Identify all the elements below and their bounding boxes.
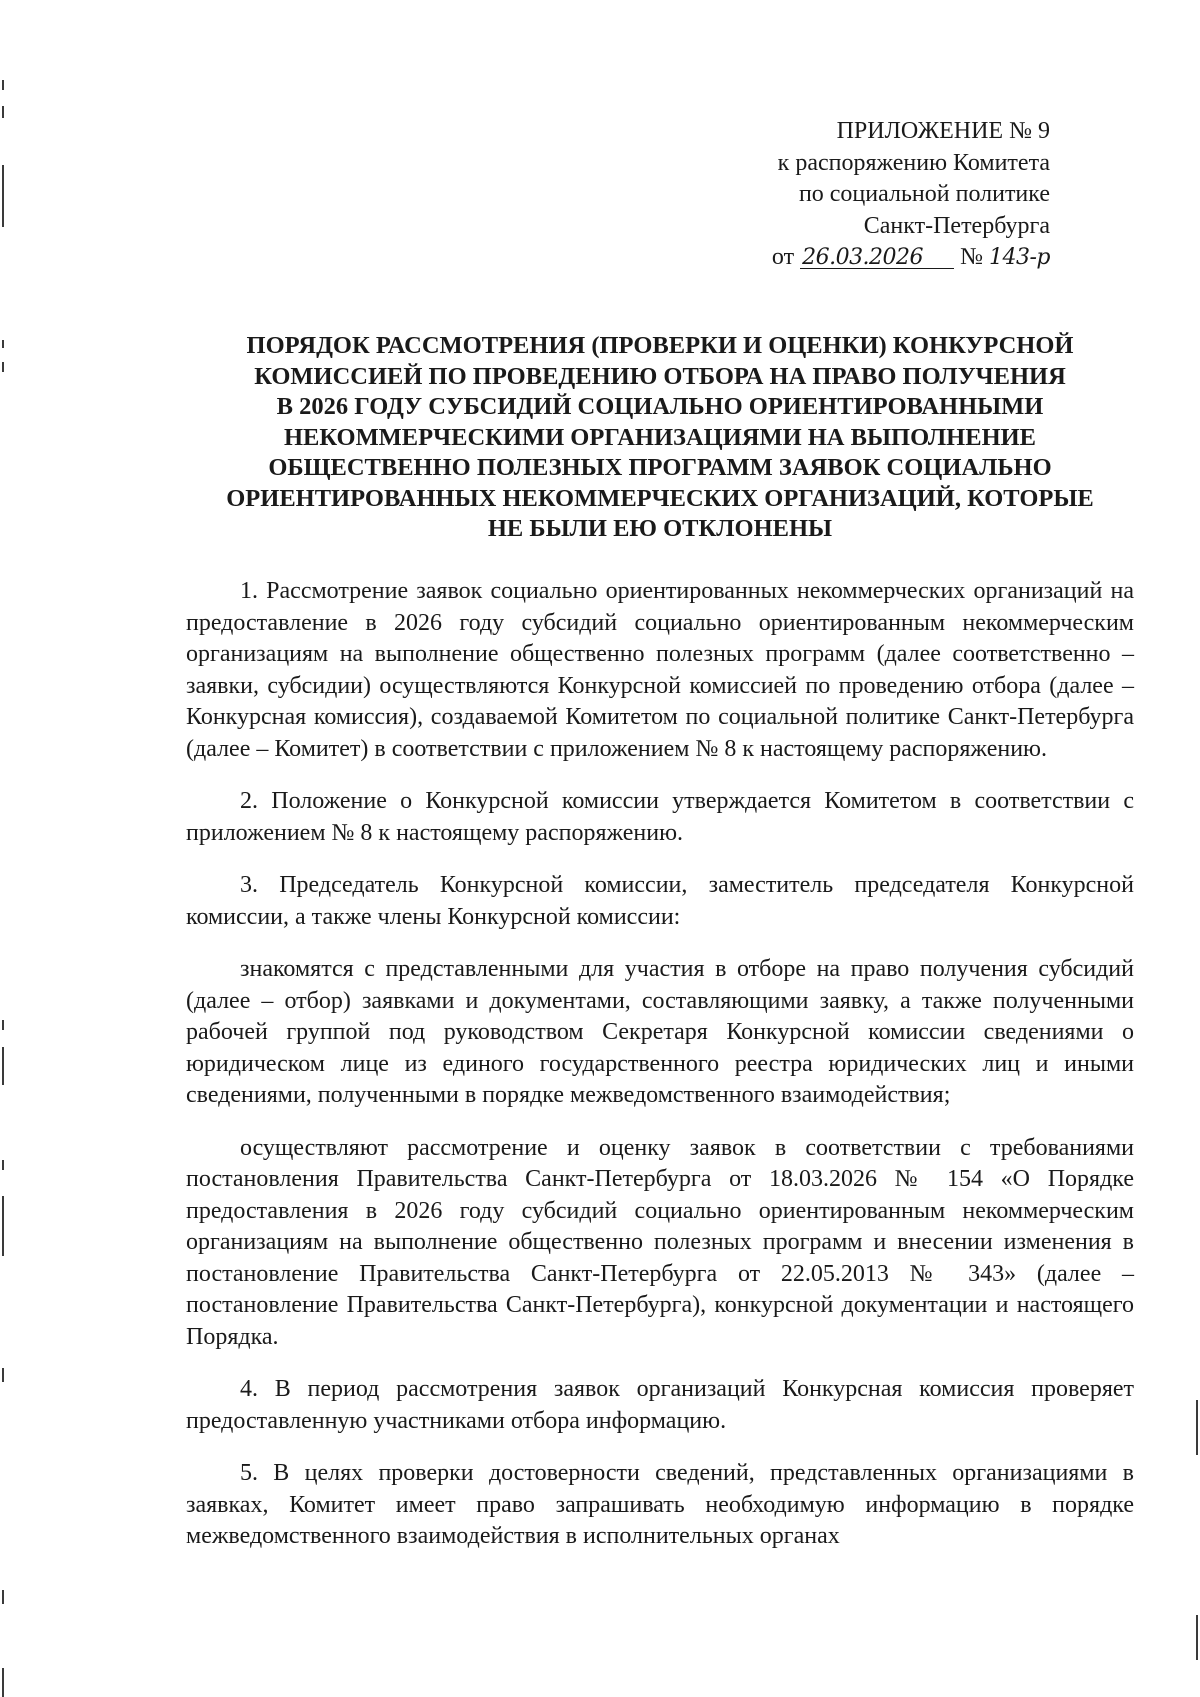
scan-edge-mark: [2, 80, 4, 90]
scan-edge-mark: [1196, 1615, 1198, 1660]
body-paragraph: 5. В целях проверки достоверности сведений, представленных организациями в заявках, Комитет имеет право запрашивать необходимую информацию в порядке межведомственного взаимодействия в исполнительных органах: [186, 1460, 1134, 1549]
body-paragraph: 4. В период рассмотрения заявок организаций Конкурсная комиссия проверяет предоставленную участниками отбора информацию.: [186, 1376, 1134, 1434]
appendix-header: [772, 116, 1050, 274]
title-line: ОРИЕНТИРОВАННЫХ НЕКОММЕРЧЕСКИХ ОРГАНИЗАЦИЙ, КОТОРЫЕ: [226, 484, 1094, 512]
date-prefix: от: [771, 244, 795, 270]
scan-edge-mark: [2, 1368, 4, 1382]
scan-edge-mark: [2, 1160, 4, 1170]
scan-edge-mark: [2, 1020, 4, 1030]
handwritten-number: 143-р: [988, 245, 1050, 270]
body-paragraph: 2. Положение о Конкурсной комиссии утверждается Комитетом в соответствии с приложением № 8 к настоящему распоряжению.: [186, 788, 1134, 846]
scan-edge-mark: [2, 362, 4, 372]
scan-edge-mark: [2, 106, 4, 118]
title-line: НЕКОММЕРЧЕСКИМИ ОРГАНИЗАЦИЯМИ НА ВЫПОЛНЕНИЕ: [283, 423, 1037, 451]
scan-edge-mark: [2, 1590, 4, 1604]
scan-edge-mark: [2, 165, 4, 227]
scan-edge-mark: [2, 340, 4, 348]
document-title: [180, 331, 1140, 545]
title-line: НЕ БЫЛИ ЕЮ ОТКЛОНЕНЫ: [487, 515, 833, 542]
scan-edge-mark: [2, 1668, 4, 1697]
appendix-line-city: Санкт-Петербурга: [863, 212, 1050, 239]
body-paragraph: осуществляют рассмотрение и оценку заявок в соответствии с требованиями постановления Правительства Санкт-Петербурга от 18.03.2026 № 154 «О Порядке предоставления в 2026 году субсидий социально ориентированным некоммерческим организациям на выполнение общественно полезных программ и внесении изменения в постановление Правительства Санкт-Петербурга от 22.05.2013 № 343» (далее – постановление Правительства Санкт-Петербурга), конкурсной документации и настоящего Порядка.: [186, 1134, 1134, 1350]
title-line: ПОРЯДОК РАССМОТРЕНИЯ (ПРОВЕРКИ И ОЦЕНКИ) КОНКУРСНОЙ: [246, 332, 1074, 359]
appendix-line-order: к распоряжению Комитета: [777, 149, 1050, 176]
document-body: [186, 576, 1134, 1553]
handwritten-date: 26.03.2026: [800, 248, 954, 269]
appendix-date-line: [772, 242, 1050, 274]
scan-edge-mark: [2, 1196, 4, 1256]
body-paragraph: 1. Рассмотрение заявок социально ориентированных некоммерческих организаций на предоставление в 2026 году субсидий социально ориентированным некоммерческим организациям на выполнение общественно полезных программ (далее соответственно – заявки, субсидии) осуществляются Конкурсной комиссией по проведению отбора (далее – Конкурсная комиссия), создаваемой Комитетом по социальной политике Санкт-Петербурга (далее – Комитет) в соответствии с приложением № 8 к настоящему распоряжению.: [186, 578, 1134, 762]
appendix-number: ПРИЛОЖЕНИЕ № 9: [836, 118, 1050, 144]
body-paragraph: знакомятся с представленными для участия в отборе на право получения субсидий (далее – отбор) заявками и документами, составляющими заявку, а также полученными рабочей группой под руководством Секретаря Конкурсной комиссии сведениями о юридическом лице из единого государственного реестра юридических лиц и иными сведениями, полученными в порядке межведомственного взаимодействия;: [186, 956, 1134, 1108]
appendix-line-committee: по социальной политике: [798, 181, 1050, 207]
scan-edge-mark: [1196, 1400, 1198, 1455]
title-line: В 2026 ГОДУ СУБСИДИЙ СОЦИАЛЬНО ОРИЕНТИРОВАННЫМИ: [276, 393, 1044, 420]
body-paragraph: 3. Председатель Конкурсной комиссии, заместитель председателя Конкурсной комиссии, а также члены Конкурсной комиссии:: [186, 872, 1134, 930]
number-prefix: №: [960, 244, 983, 270]
title-line: ОБЩЕСТВЕННО ПОЛЕЗНЫХ ПРОГРАММ ЗАЯВОК СОЦИАЛЬНО: [268, 454, 1052, 481]
scan-edge-mark: [2, 1047, 4, 1085]
title-line: КОМИССИЕЙ ПО ПРОВЕДЕНИЮ ОТБОРА НА ПРАВО ПОЛУЧЕНИЯ: [254, 362, 1066, 390]
